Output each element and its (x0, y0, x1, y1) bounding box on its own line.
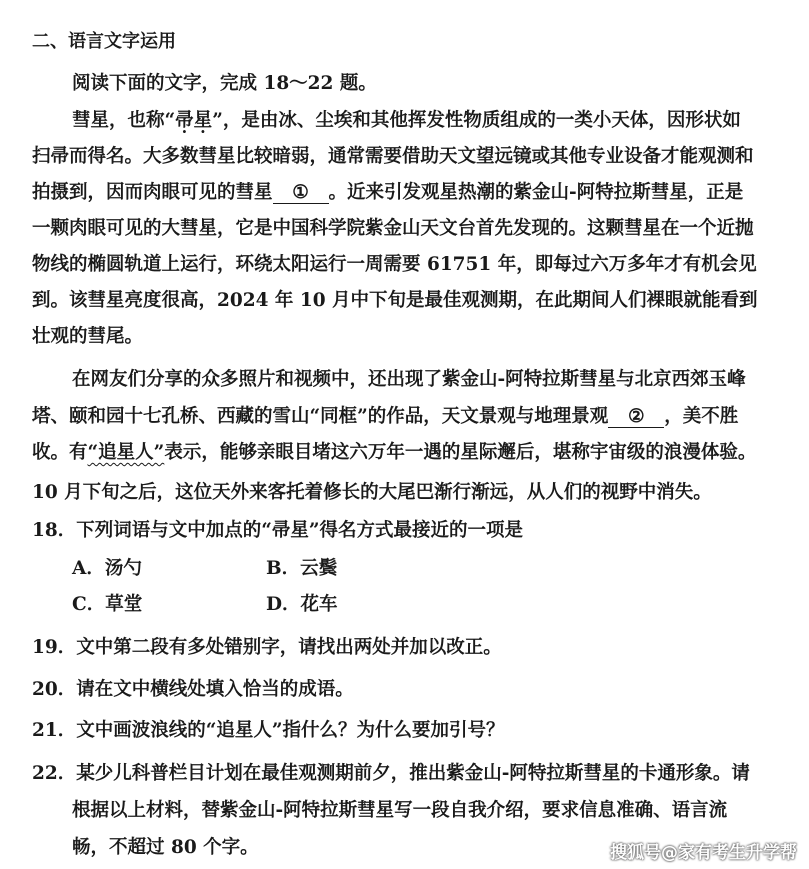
dotted-word: 帚星 (175, 110, 213, 131)
q18-option-d: D．花车 (266, 594, 338, 615)
q18-option-b: B．云鬓 (266, 558, 338, 579)
blank-1: ① (273, 183, 329, 204)
passage-p2-line3: 收。有“追星人”表示，能够亲眼目堵这六万年一遇的星际邂后，堪称宇宙级的浪漫体验。 (32, 442, 757, 463)
question-20: 20．请在文中横线处填入恰当的成语。 (32, 679, 354, 700)
passage-p1-line2: 扫帚而得名。大多数彗星比较暗弱，通常需要借助天文望远镜或其他专业设备才能观测和 (32, 146, 754, 167)
question-19: 19．文中第二段有多处错别字，请找出两处并加以改正。 (32, 637, 502, 658)
passage-p2-line2: 塔、颐和园十七孔桥、西藏的雪山“同框”的作品，天文景观与地理景观 ② ，美不胜 (32, 406, 739, 427)
passage-p1-line4: 一颗肉眼可见的大彗星，它是中国科学院紫金山天文台首先发现的。这颗彗星在一个近抛 (32, 218, 754, 239)
passage-p1-line5: 物线的椭圆轨道上运行，环绕太阳运行一周需要 61751 年，即每过六万多年才有机会见 (32, 254, 757, 275)
passage-p2-line4: 10 月下旬之后，这位天外来客托着修长的大尾巴渐行渐远，从人们的视野中消失。 (32, 482, 712, 503)
passage-p1-line7: 壮观的彗尾。 (32, 326, 144, 347)
question-18: 18．下列词语与文中加点的“帚星”得名方式最接近的一项是 (32, 520, 524, 541)
wavy-underlined-term: “追星人” (87, 442, 165, 463)
q18-option-c: C．草堂 (72, 594, 143, 615)
instruction: 阅读下面的文字，完成 18～22 题。 (72, 73, 377, 94)
question-21: 21．文中画波浪线的“追星人”指什么？为什么要加引号？ (32, 720, 505, 741)
section-title: 二、语言文字运用 (32, 31, 176, 52)
q18-option-a: A．汤勺 (72, 558, 142, 579)
blank-2: ② (608, 407, 664, 428)
passage-p1-line3: 拍摄到，因而肉眼可见的彗星 ① 。近来引发观星热潮的紫金山-阿特拉斯彗星，正是 (32, 182, 744, 203)
watermark: 搜狐号@家有考生升学帮 (610, 843, 797, 863)
question-22-line2: 根据以上材料，替紫金山-阿特拉斯彗星写一段自我介绍，要求信息准确、语言流 (72, 800, 728, 821)
question-22-line1: 22．某少儿科普栏目计划在最佳观测期前夕，推出紫金山-阿特拉斯彗星的卡通形象。请 (32, 763, 750, 784)
passage-p1-line1: 彗星，也称“帚星”，是由冰、尘埃和其他挥发性物质组成的一类小天体，因形状如 (72, 110, 741, 131)
passage-p2-line1: 在网友们分享的众多照片和视频中，还出现了紫金山-阿特拉斯彗星与北京西郊玉峰 (72, 369, 746, 390)
passage-p1-line6: 到。该彗星亮度很高，2024 年 10 月中下旬是最佳观测期，在此期间人们裸眼就能看到 (32, 290, 758, 311)
question-22-line3: 畅，不超过 80 个字。 (72, 837, 259, 858)
